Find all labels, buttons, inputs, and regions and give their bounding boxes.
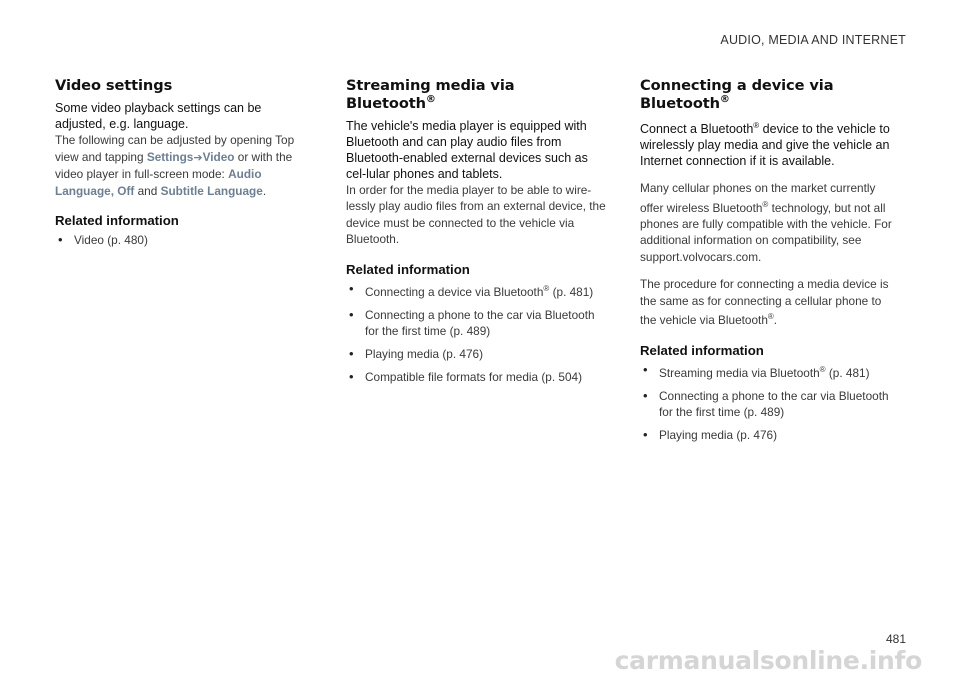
registered-mark: ® [762, 199, 769, 209]
related-list [640, 362, 900, 443]
related-link[interactable]: • Compatible file formats for media (p. 504) [346, 369, 606, 385]
related-list [346, 281, 606, 385]
section-title [640, 77, 900, 112]
body-text: or with the video player in full-screen mode: [55, 149, 293, 181]
body-text: . [262, 183, 267, 198]
body-text: The procedure for connecting a media device is the same as for connecting a cellular phone to the vehicle via Bluetooth [640, 277, 889, 328]
registered-mark: ® [543, 283, 550, 293]
registered-mark: ® [719, 94, 730, 105]
registered-mark: ® [753, 120, 760, 130]
body-text: . [773, 313, 778, 328]
off-label: Off [117, 183, 135, 198]
related-link[interactable]: • Playing media (p. 476) [640, 427, 900, 443]
section-body [640, 180, 900, 265]
section-title: Video settings [55, 77, 173, 94]
body-text: The following can be adjusted by opening Top view and tapping [55, 133, 295, 164]
title-text: Streaming media via Bluetooth [346, 77, 515, 112]
section-streaming-media [346, 77, 606, 392]
related-link[interactable]: • Connecting a phone to the car via Bluetooth for the first time (p. 489) [346, 307, 606, 339]
body-text: and [134, 183, 161, 198]
title-text: Connecting a device via Bluetooth [640, 77, 834, 112]
body-text: technology, but not all phones are fully compatible with the vehicle. For additional information on compatibility, see support.volvocars.com. [640, 200, 892, 264]
related-heading: Related information [640, 342, 764, 358]
arrow-right-icon: ➔ [193, 151, 203, 164]
body-text: Many cellular phones on the market currently offer wireless Bluetooth [640, 181, 876, 215]
registered-mark: ® [767, 312, 774, 322]
page-number: 481 [885, 632, 906, 646]
related-link[interactable] [346, 281, 606, 300]
page-ref: (p. 481) [549, 284, 594, 299]
registered-mark: ® [819, 364, 826, 374]
related-heading: Related information [55, 213, 179, 228]
related-list [55, 232, 315, 248]
section-intro [640, 118, 900, 169]
section-body [55, 132, 315, 199]
section-intro: The vehicle's media player is equipped with Bluetooth and can play audio files from Bluetooth-enabled external devices such as cel-lular phones and tablets. [346, 118, 588, 181]
audio-language-label: Audio Language [55, 167, 262, 198]
settings-label: Settings [146, 149, 194, 164]
registered-mark: ® [425, 94, 436, 105]
related-link[interactable]: • Playing media (p. 476) [346, 346, 606, 362]
page-ref: (p. 481) [825, 365, 870, 380]
link-text: Streaming media via Bluetooth [659, 365, 820, 380]
section-video-settings [55, 77, 315, 255]
comma: , [110, 183, 118, 198]
related-link[interactable]: • Video (p. 480) [55, 232, 315, 248]
watermark-logo: carmanualsonline.info [614, 646, 922, 675]
section-intro: Some video playback settings can be adjusted, e.g. language. [55, 101, 262, 131]
related-link[interactable]: • Connecting a phone to the car via Bluetooth for the first time (p. 489) [640, 388, 900, 420]
subtitle-language-label: Subtitle Language [160, 183, 263, 198]
intro-text: device to the vehicle to wirelessly play media and give the vehicle an Internet connection if it is available. [640, 122, 890, 169]
video-label: Video [202, 149, 235, 164]
section-body [640, 276, 900, 328]
link-text: Connecting a device via Bluetooth [365, 284, 544, 299]
running-head: AUDIO, MEDIA AND INTERNET [720, 33, 906, 47]
section-connecting-device [640, 77, 900, 450]
section-body: In order for the media player to be able to wire-lessly play audio files from an external device, the device must be connected to the vehicle via Bluetooth. [346, 182, 606, 247]
intro-text: Connect a Bluetooth [640, 122, 754, 137]
section-title [346, 77, 606, 112]
related-link[interactable] [640, 362, 900, 381]
related-heading: Related information [346, 261, 470, 277]
